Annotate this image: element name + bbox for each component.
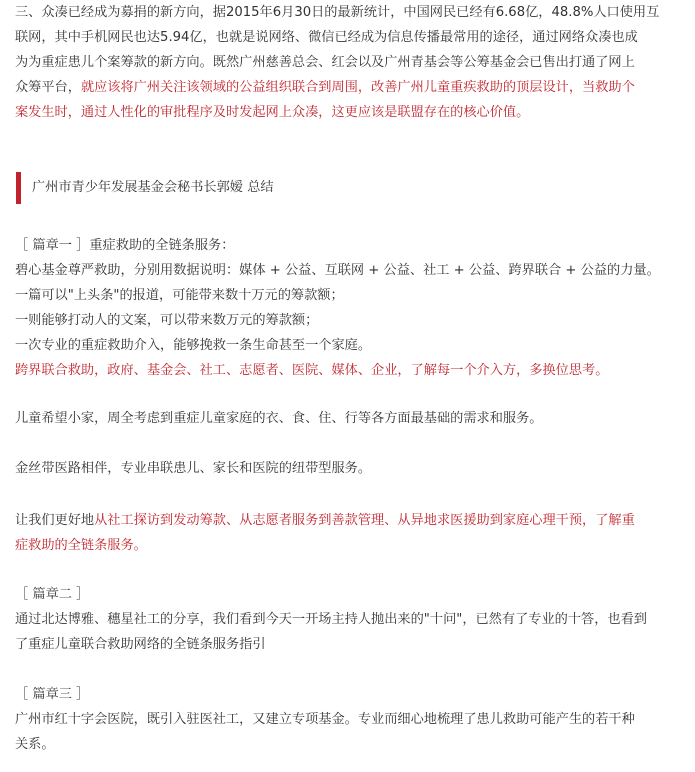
section-header (16, 172, 676, 204)
chapter2-heading: ［ 篇章二 ］ (15, 587, 90, 602)
chapter1-line: 碧心基金尊严救助，分别用数据说明：媒体 + 公益、互联网 + 公益、社工 + 公益、跨界联合 + 公益的力量。 (15, 263, 660, 278)
chain-highlight: 从社工探访到发动筹款、从志愿者服务到善款管理、从异地求医援助到家庭心理干预，了解重 (94, 513, 635, 528)
chapter3-line: 关系。 (15, 737, 55, 752)
chapter2-line: 通过北达博雅、穗星社工的分享，我们看到今天一开场主持人抛出来的"十问"，已然有了专业的十答，也看到 (15, 612, 647, 627)
xiaojia-text: 儿童希望小家，周全考虑到重症儿童家庭的衣、食、住、行等各方面最基础的需求和服务。 (15, 411, 543, 426)
chapter1-heading: ［ 篇章一 ］重症救助的全链条服务： (15, 238, 235, 253)
jinsidai-paragraph (15, 456, 683, 481)
intro-line: 三、众凑已经成为募捐的新方向，据2015年6月30日的最新统计，中国网民已经有6.68亿，48.8%人口使用互 (15, 5, 660, 20)
chapter3-heading: ［ 篇章三 ］ (15, 687, 90, 702)
chapter1-block (15, 233, 683, 383)
chain-line (15, 508, 683, 533)
chapter2-block (15, 582, 683, 657)
intro-highlight-line: 案发生时，通过人性化的审批程序及时发起网上众凑，这更应该是联盟存在的核心价值。 (15, 105, 530, 120)
chapter3-line: 广州市红十字会医院，既引入驻医社工，又建立专项基金。专业而细心地梳理了患儿救助可能产生的若干种 (15, 712, 635, 727)
chapter3-block (15, 682, 683, 757)
xiaojia-paragraph (15, 406, 683, 431)
intro-line: 联网，其中手机网民也达5.94亿，也就是说网络、微信已经成为信息传播最常用的途径，通过网络众凑也成 (15, 30, 638, 45)
chapter1-line: 一次专业的重症救助介入，能够挽救一条生命甚至一个家庭。 (15, 338, 372, 353)
chain-text: 让我们更好地 (15, 513, 95, 528)
chapter1-line: 一则能够打动人的文案，可以带来数万元的筹款额； (15, 313, 319, 328)
chain-paragraph (15, 508, 683, 558)
jinsidai-text: 金丝带医路相伴，专业串联患儿、家长和医院的纽带型服务。 (15, 461, 372, 476)
intro-highlight: 就应该将广州关注该领域的公益组织联合到周围，改善广州儿童重疾救助的顶层设计，当救助个 (80, 80, 635, 95)
section-title: 广州市青少年发展基金会秘书长郭嫒 总结 (32, 180, 274, 195)
intro-paragraph (15, 0, 683, 125)
intro-line (15, 75, 683, 100)
chapter2-line: 了重症儿童联合救助网络的全链条服务指引 (15, 637, 266, 652)
intro-line: 为为重症患儿个案筹款的新方向。既然广州慈善总会、红会以及广州青基会等公筹基金会已售出打通了网上 (15, 55, 635, 70)
chapter1-line: 一篇可以"上头条"的报道，可能带来数十万元的筹款额； (15, 288, 344, 303)
chain-highlight-line: 症救助的全链条服务。 (15, 538, 147, 553)
intro-text: 众筹平台， (15, 80, 81, 95)
chapter1-highlight-line: 跨界联合救助，政府、基金会、社工、志愿者、医院、媒体、企业，了解每一个介入方，多换位思考。 (15, 363, 609, 378)
section-accent-bar (16, 172, 21, 204)
